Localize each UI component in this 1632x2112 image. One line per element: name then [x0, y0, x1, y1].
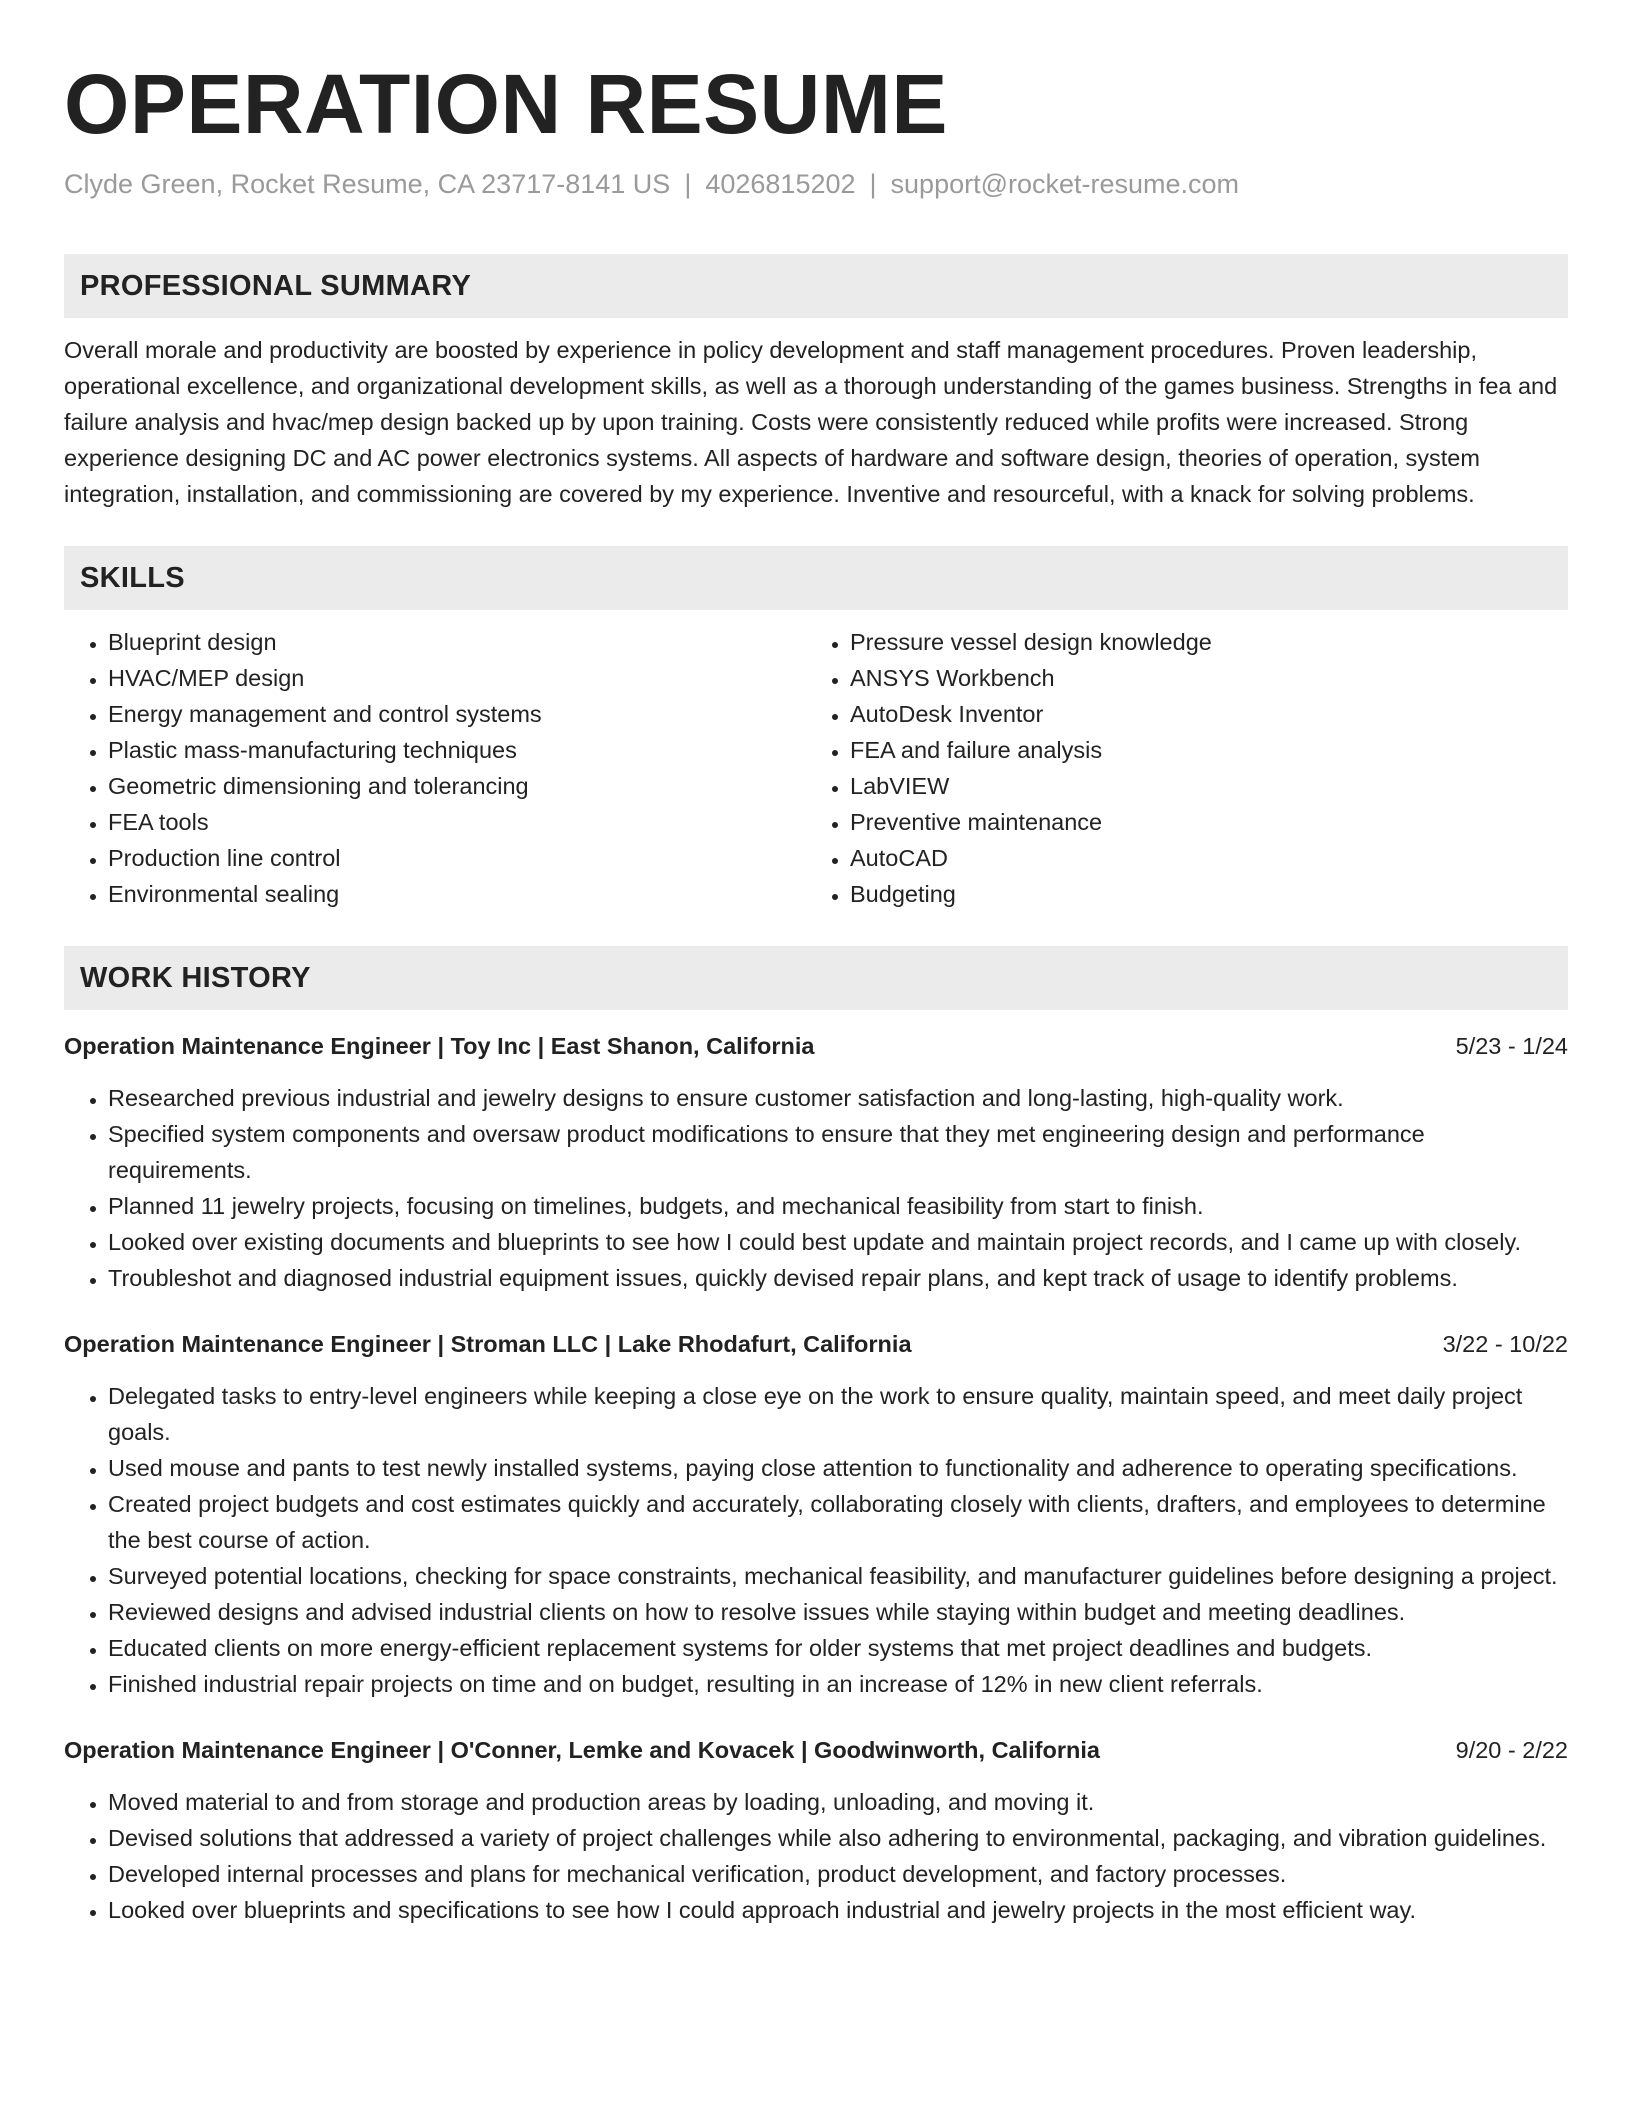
job-bullet: • Used mouse and pants to test newly installed systems, paying close attention to functionality and adherence to operating specifications. — [108, 1450, 1568, 1486]
job-bullet: • Created project budgets and cost estimates quickly and accurately, collaborating closely with clients, drafters, and employees to determine the best course of action. — [108, 1486, 1568, 1558]
job-bullets — [64, 1378, 1568, 1702]
skill-item: • Energy management and control systems — [108, 696, 806, 732]
job-bullet: • Troubleshot and diagnosed industrial equipment issues, quickly devised repair plans, and kept track of usage to identify problems. — [108, 1260, 1568, 1296]
skills-column-left — [64, 624, 806, 912]
job-bullet: • Developed internal processes and plans for mechanical verification, product development, and factory processes. — [108, 1856, 1568, 1892]
job-bullet: • Researched previous industrial and jewelry designs to ensure customer satisfaction and long-lasting, high-quality work. — [108, 1080, 1568, 1116]
skill-item: • AutoCAD — [850, 840, 1548, 876]
job-entry — [64, 1732, 1568, 1928]
contact-address: Clyde Green, Rocket Resume, CA 23717-8141 US — [64, 169, 671, 199]
job-dates: 3/22 - 10/22 — [1442, 1331, 1568, 1357]
contact-email: support@rocket-resume.com — [890, 169, 1240, 199]
skill-item: • Blueprint design — [108, 624, 806, 660]
job-header — [64, 1028, 1568, 1064]
job-dates: 5/23 - 1/24 — [1455, 1033, 1568, 1059]
skill-item: • HVAC/MEP design — [108, 660, 806, 696]
resume-page — [64, 0, 1568, 1928]
job-bullet: • Delegated tasks to entry-level engineers while keeping a close eye on the work to ensure quality, maintain speed, and meet daily project goals. — [108, 1378, 1568, 1450]
resume-title: OPERATION RESUME — [64, 57, 948, 151]
job-bullet: • Planned 11 jewelry projects, focusing on timelines, budgets, and mechanical feasibility from start to finish. — [108, 1188, 1568, 1224]
section-header-summary: PROFESSIONAL SUMMARY — [64, 254, 1568, 318]
job-bullet: • Reviewed designs and advised industrial clients on how to resolve issues while staying within budget and meeting deadlines. — [108, 1594, 1568, 1630]
contact-phone: 4026815202 — [705, 169, 856, 199]
job-bullet: • Looked over existing documents and blueprints to see how I could best update and maintain project records, and I came up with closely. — [108, 1224, 1568, 1260]
skill-item: • FEA tools — [108, 804, 806, 840]
section-header-work-history: WORK HISTORY — [64, 946, 1568, 1010]
job-bullets — [64, 1784, 1568, 1928]
job-entry — [64, 1028, 1568, 1296]
job-bullet: • Devised solutions that addressed a variety of project challenges while also adhering to environmental, packaging, and vibration guidelines. — [108, 1820, 1568, 1856]
skill-item: • Preventive maintenance — [850, 804, 1548, 840]
skill-item: • Geometric dimensioning and tolerancing — [108, 768, 806, 804]
skill-item: • Budgeting — [850, 876, 1548, 912]
contact-line — [64, 166, 1568, 202]
job-bullet: • Educated clients on more energy-efficient replacement systems for older systems that met project deadlines and budgets. — [108, 1630, 1568, 1666]
job-header — [64, 1326, 1568, 1362]
job-bullets — [64, 1080, 1568, 1296]
job-bullet: • Specified system components and oversaw product modifications to ensure that they met engineering design and performance requirements. — [108, 1116, 1568, 1188]
skill-item: • ANSYS Workbench — [850, 660, 1548, 696]
skill-item: • FEA and failure analysis — [850, 732, 1548, 768]
skill-item: • LabVIEW — [850, 768, 1548, 804]
skills-grid — [64, 624, 1568, 912]
skill-item: • Pressure vessel design knowledge — [850, 624, 1548, 660]
skill-item: • Production line control — [108, 840, 806, 876]
skill-item: • AutoDesk Inventor — [850, 696, 1548, 732]
skill-item: • Plastic mass-manufacturing techniques — [108, 732, 806, 768]
contact-separator: | — [684, 169, 692, 199]
job-entry — [64, 1326, 1568, 1702]
summary-text: Overall morale and productivity are boosted by experience in policy development and staff management procedures. Proven leadership, operational excellence, and organizational development skills, as well as a thorough understanding of the games business. Strengths in fea and failure analysis and hvac/mep design backed up by upon training. Costs were consistently reduced while profits were increased. Strong experience designing DC and AC power electronics systems. All aspects of hardware and software design, theories of operation, system integration, installation, and commissioning are covered by my experience. Inventive and resourceful, with a knack for solving problems. — [64, 337, 1558, 507]
job-header — [64, 1732, 1568, 1768]
skills-column-right — [806, 624, 1548, 912]
job-bullet: • Surveyed potential locations, checking for space constraints, mechanical feasibility, and manufacturer guidelines before designing a project. — [108, 1558, 1568, 1594]
job-bullet: • Moved material to and from storage and production areas by loading, unloading, and moving it. — [108, 1784, 1568, 1820]
job-bullet: • Finished industrial repair projects on time and on budget, resulting in an increase of 12% in new client referrals. — [108, 1666, 1568, 1702]
job-title: Operation Maintenance Engineer | O'Conner, Lemke and Kovacek | Goodwinworth, California — [64, 1737, 1100, 1763]
contact-separator: | — [869, 169, 877, 199]
job-title: Operation Maintenance Engineer | Toy Inc | East Shanon, California — [64, 1033, 815, 1059]
job-dates: 9/20 - 2/22 — [1455, 1737, 1568, 1763]
job-bullet: • Looked over blueprints and specifications to see how I could approach industrial and jewelry projects in the most efficient way. — [108, 1892, 1568, 1928]
skill-item: • Environmental sealing — [108, 876, 806, 912]
job-title: Operation Maintenance Engineer | Stroman LLC | Lake Rhodafurt, California — [64, 1331, 912, 1357]
section-header-skills: SKILLS — [64, 546, 1568, 610]
